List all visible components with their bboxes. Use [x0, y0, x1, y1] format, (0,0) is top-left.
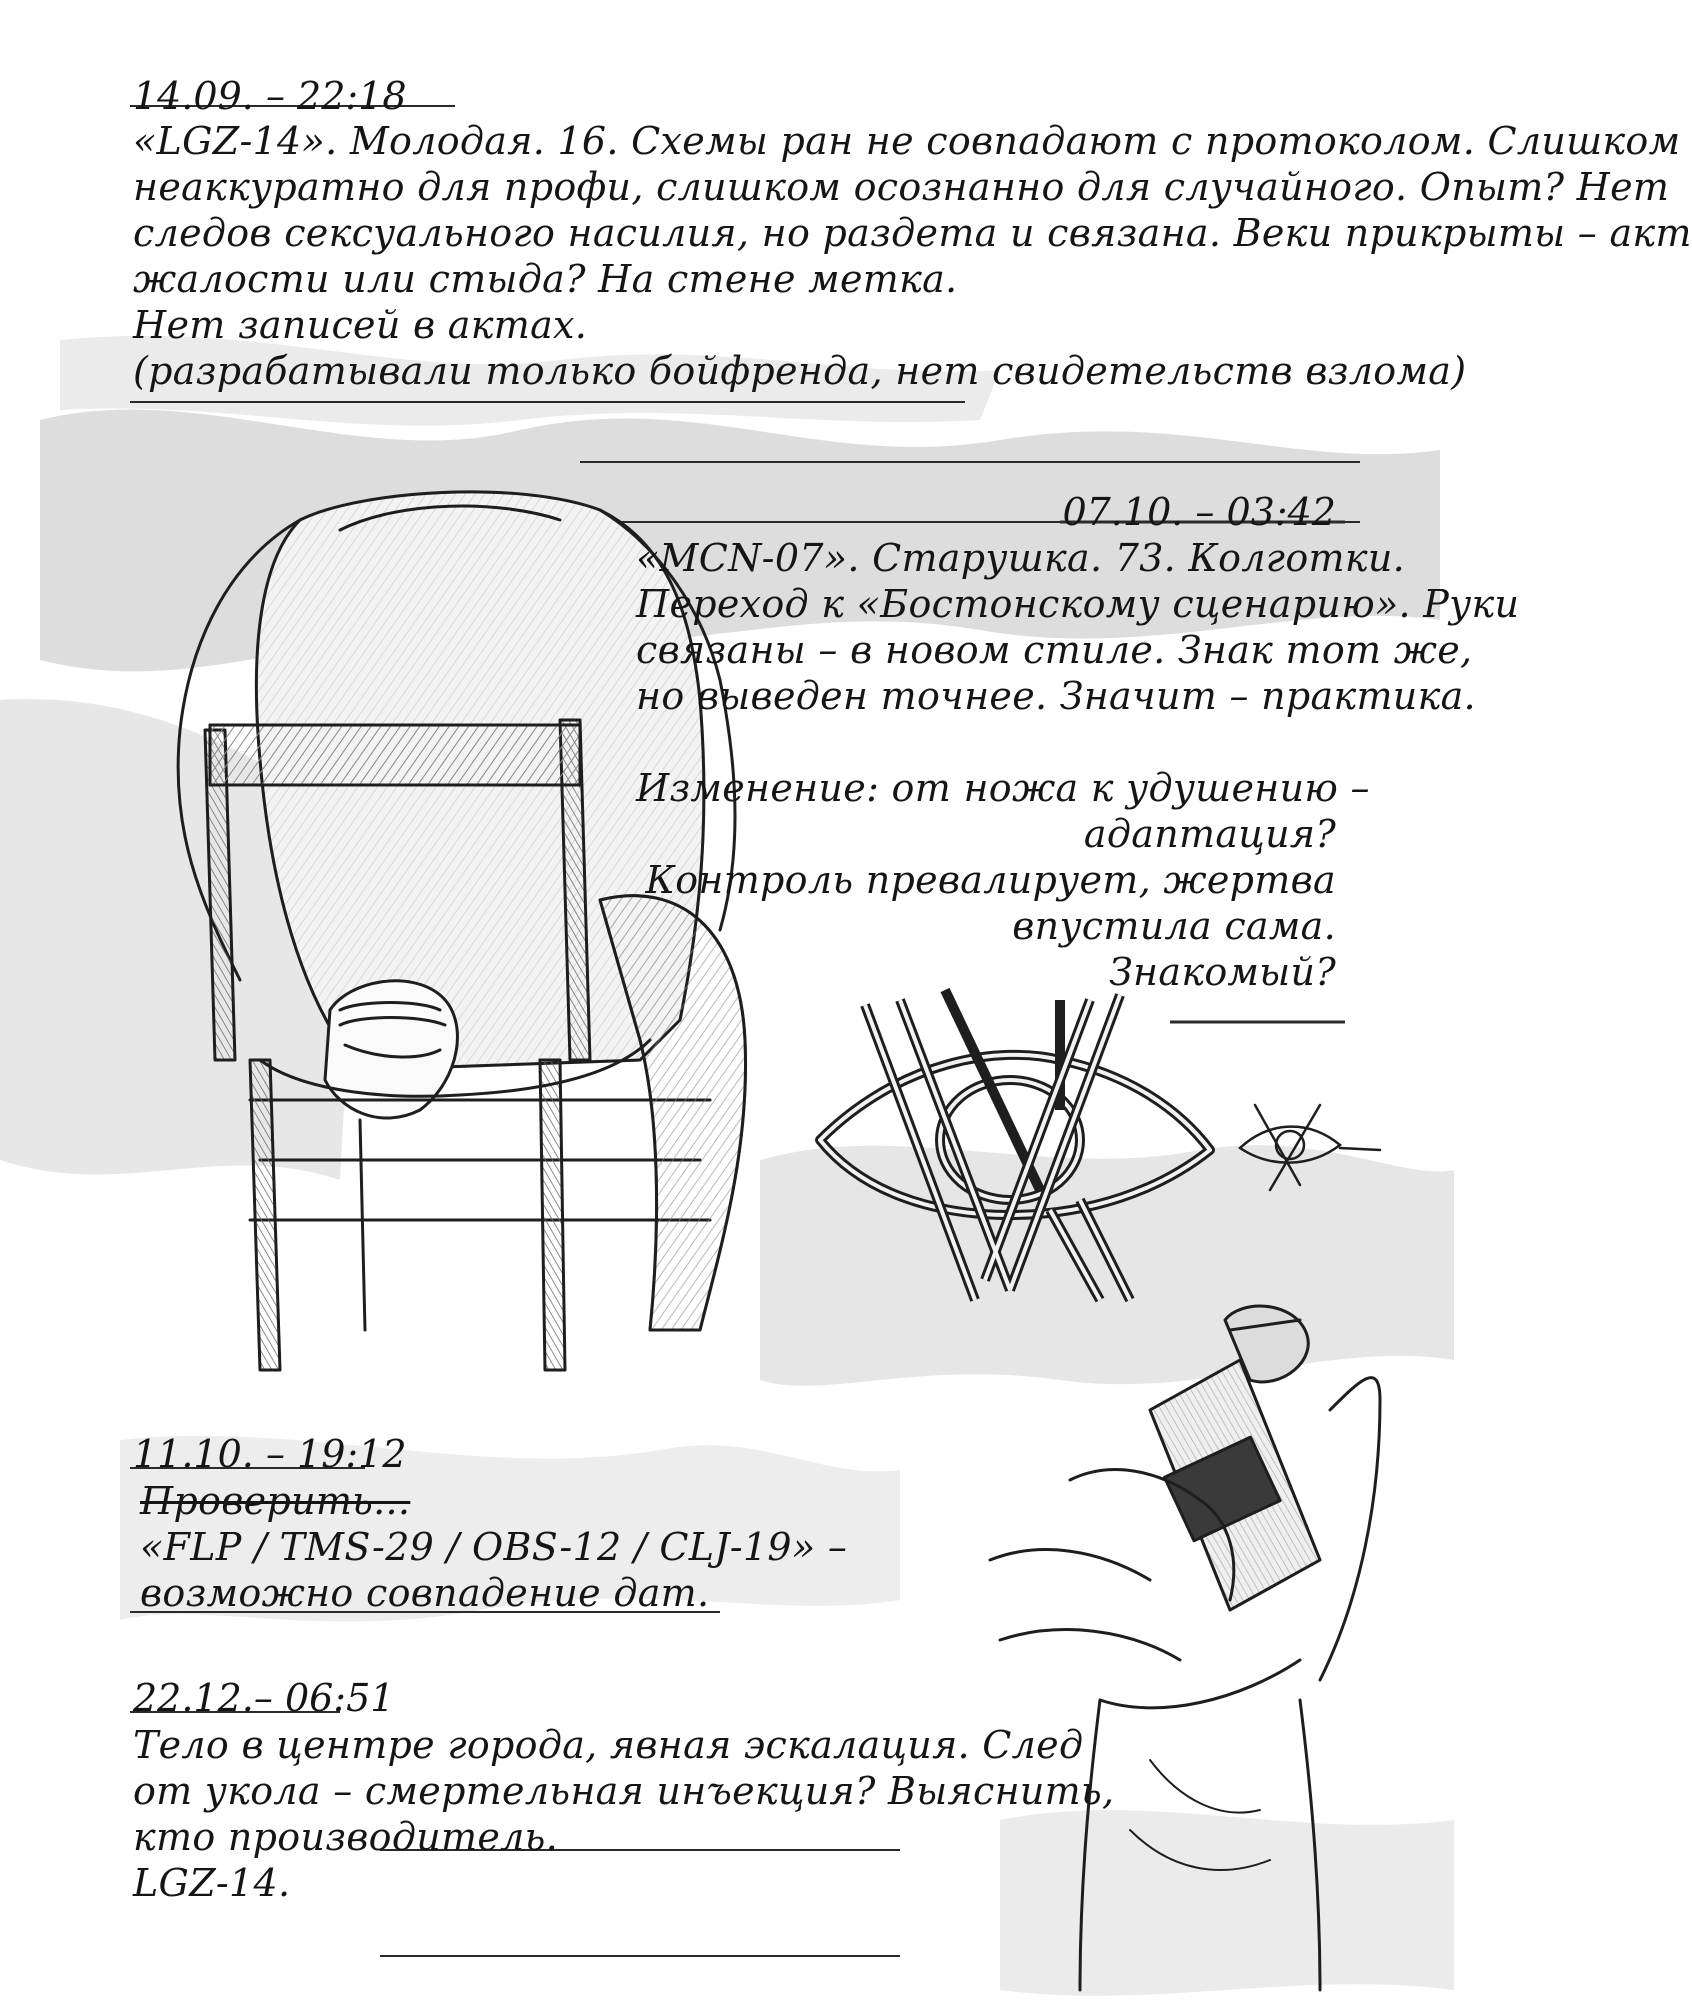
entry-line: «FLP / TMS-29 / OBS-12 / CLJ-19» –: [140, 1525, 848, 1569]
entry-line: но выведен точнее. Значит – практика.: [636, 674, 1476, 718]
entry-line: жалости или стыда? На стене метка.: [133, 257, 958, 301]
entry-date: 11.10. – 19:12: [133, 1432, 407, 1476]
entry-line: LGZ-14.: [133, 1861, 291, 1905]
entry-line: Нет записей в актах.: [133, 303, 588, 347]
entry-line: возможно совпадение дат.: [140, 1571, 710, 1615]
entry-line: Контроль превалирует, жертва: [645, 858, 1336, 902]
entry-line: Переход к «Бостонскому сценарию». Руки: [636, 582, 1520, 626]
entry-line: следов сексуального насилия, но раздета и связана. Веки прикрыты – акт: [133, 211, 1692, 255]
entry-text: [133, 118, 1692, 394]
entry-text: [140, 1478, 847, 1616]
entry-date: 14.09. – 22:18: [133, 74, 407, 118]
entry-line: «LGZ-14». Молодая. 16. Схемы ран не совпадают с протоколом. Слишком: [133, 119, 1681, 163]
entry-text: [133, 1722, 1114, 1906]
entry-line: Изменение: от ножа к удушению –: [636, 766, 1370, 810]
entry-text: [636, 535, 1520, 995]
entry-date: 07.10. – 03:42: [1062, 490, 1336, 534]
entry-line: от укола – смертельная инъекция? Выяснить,: [133, 1769, 1115, 1813]
entry-line: неаккуратно для профи, слишком осознанно для случайного. Опыт? Нет: [133, 165, 1670, 209]
entry-line: адаптация?: [1083, 812, 1336, 856]
entry-line: Знакомый?: [1109, 950, 1336, 994]
entry-line: впустила сама.: [1012, 904, 1336, 948]
entry-line: (разрабатывали только бойфренда, нет свидетельств взлома): [133, 349, 1467, 393]
entry-line: Тело в центре города, явная эскалация. След: [133, 1723, 1084, 1767]
entry-line: [636, 719, 1336, 765]
entry-line: связаны – в новом стиле. Знак тот же,: [636, 628, 1473, 672]
entry-date: 22.12.– 06:51: [133, 1676, 395, 1720]
entry-line: кто производитель.: [133, 1815, 558, 1859]
entry-line: «MCN-07». Старушка. 73. Колготки.: [636, 536, 1405, 580]
check-line: Проверить...: [140, 1479, 411, 1523]
